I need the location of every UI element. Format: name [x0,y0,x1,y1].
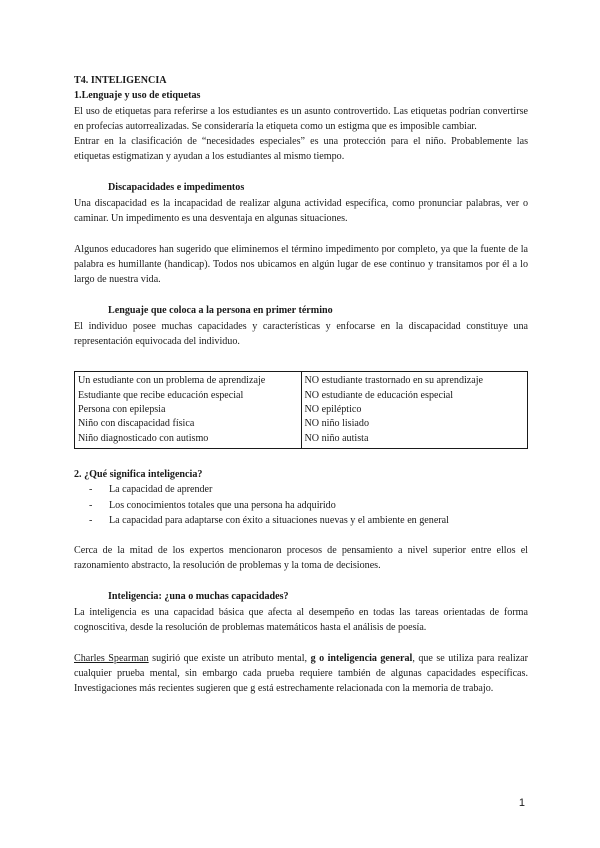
list-item [89,482,528,497]
paragraph: Una discapacidad es la incapacidad de realizar alguna actividad específica, como pronunciar palabras, ver o caminar. Un impedimento es una desventaja en algunas situaciones. [74,198,528,225]
list-item [89,498,528,513]
subheading-una-o-muchas: Inteligencia: ¿una o muchas capacidades? [108,590,289,602]
subheading-lenguaje-persona: Lenguaje que coloca a la persona en primer término [108,304,333,316]
table-row [75,372,528,448]
list-item-text: La capacidad de aprender [109,484,213,496]
list-item: NO niño autista [304,432,369,444]
list-item: Persona con epilepsia [78,404,166,416]
document-page [74,73,528,697]
subheading-discapacidades: Discapacidades e impedimentos [108,181,245,193]
paragraph: Algunos educadores han sugerido que eliminemos el término impedimento por completo, ya que la fuente de la palabra es humillante (handicap). Todos nos ubicamos en algún lugar de ese continuo y transitamos por él a lo largo de nuestra vida. [74,243,528,286]
section-1-heading: 1.Lenguaje y uso de etiquetas [74,90,201,102]
definition-list [74,482,528,528]
terminology-table [74,371,528,448]
text-run: , que se utiliza para realizar cualquier prueba mental, sin embargo cada prueba requiere también de algunas capacidades específicas. Investigaciones más recientes sugieren que g está estrechamente relacionada con la memoria de trabajo. [74,652,529,695]
list-item: Niño diagnosticado con autismo [78,432,209,444]
list-item: NO estudiante trastornado en su aprendizaje [304,375,484,387]
dash-bullet: - [89,514,93,526]
table-cell-avoid [301,372,528,448]
list-item: Niño con discapacidad física [78,418,195,430]
text-run: sugirió que existe un atributo mental, [148,652,311,664]
list-item: NO estudiante de educación especial [304,389,454,401]
list-item: NO niño lisiado [304,418,369,430]
emphasis-term: g o inteligencia general [310,652,413,664]
dash-bullet: - [89,499,93,511]
list-item: NO epiléptico [304,404,362,416]
list-item-text: La capacidad para adaptarse con éxito a situaciones nuevas y el ambiente en general [109,514,449,526]
list-item: Un estudiante con un problema de aprendizaje [78,375,266,387]
document-title: T4. INTELIGENCIA [74,75,167,86]
paragraph: Entrar en la clasificación de “necesidades especiales” es una protección para el niño. Probablemente las etiquetas estigmatizan y ayudan a los estudiantes al mismo tiempo. [74,136,528,163]
paragraph: La inteligencia es una capacidad básica que afecta al desempeño en todas las tareas orientadas de forma cognoscitiva, desde la resolución de problemas matemáticos hasta el análisis de poesía. [74,607,528,634]
paragraph: Cerca de la mitad de los expertos mencionaron procesos de pensamiento a nivel superior entre ellos el razonamiento abstracto, la resolución de problemas y la toma de decisiones. [74,545,528,572]
dash-bullet: - [89,484,93,496]
page-number: 1 [518,797,525,809]
paragraph: El individuo posee muchas capacidades y características y enfocarse en la discapacidad constituye una representación equivocada del individuo. [74,320,528,348]
list-item [89,513,528,528]
list-item: Estudiante que recibe educación especial [78,389,244,401]
paragraph-spearman [74,651,528,697]
list-item-text: Los conocimientos totales que una persona ha adquirido [109,499,336,511]
table-cell-preferred [75,372,302,448]
paragraph: El uso de etiquetas para referirse a los estudiantes es un asunto controvertido. Las etiquetas podrían convertirse en profecías autorrealizadas. Se consideraría la etiqueta como un estigma que es imposible cambiar. [74,105,528,132]
person-name: Charles Spearman [74,652,149,664]
section-2-heading: 2. ¿Qué significa inteligencia? [74,468,203,480]
